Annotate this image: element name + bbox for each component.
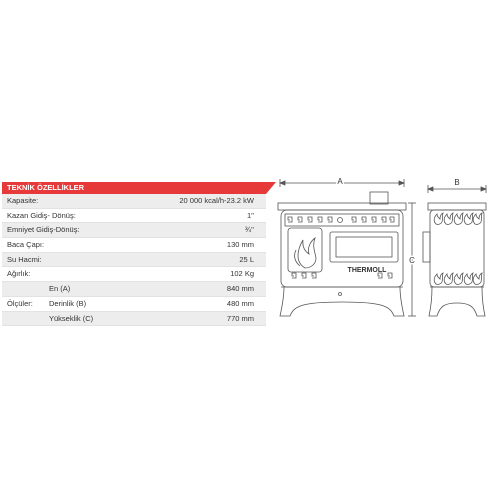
spec-table-header: TEKNİK ÖZELLİKLER — [2, 182, 266, 194]
spec-value: 102 Kg — [230, 269, 254, 279]
dimension-label-b: B — [454, 178, 460, 187]
spec-label: Derinlik (B) — [49, 298, 87, 308]
spec-value: 770 mm — [226, 313, 254, 323]
spec-value: ¾'' — [244, 225, 254, 235]
spec-label: Ağırlık: — [7, 269, 31, 279]
stove-front-view — [278, 192, 406, 316]
spec-label: Yükseklik (C) — [49, 313, 94, 323]
spec-row-water-volume — [2, 253, 266, 268]
brand-logo-text: THERMOLL — [347, 267, 387, 274]
dimensions-label: Ölçüler: — [7, 298, 33, 308]
spec-row-flow-return — [2, 209, 266, 224]
spec-label: Emniyet Gidiş-Dönüş: — [7, 225, 80, 235]
dimension-label-a: A — [337, 177, 343, 186]
spec-value: 130 mm — [226, 240, 254, 250]
spec-row-height — [2, 312, 266, 327]
spec-label: Su Hacmi: — [7, 254, 42, 264]
spec-row-capacity — [2, 194, 266, 209]
stove-technical-drawing — [270, 170, 498, 330]
spec-row-width — [2, 282, 266, 297]
spec-label: Baca Çapı: — [7, 240, 45, 250]
spec-row-weight — [2, 267, 266, 282]
spec-value: 480 mm — [226, 298, 254, 308]
spec-label: Kazan Gidiş- Dönüş: — [7, 210, 76, 220]
spec-row-safety-flow — [2, 223, 266, 238]
stove-side-view — [423, 203, 486, 316]
spec-row-depth — [2, 297, 266, 312]
spec-value: 20 000 kcal/h-23.2 kW — [179, 196, 254, 205]
spec-table — [2, 182, 266, 326]
dimension-label-c: C — [409, 256, 415, 265]
spec-label: Kapasite: — [7, 196, 39, 205]
spec-value: 25 L — [239, 254, 254, 264]
spec-label: En (A) — [49, 284, 71, 294]
spec-value: 1'' — [246, 210, 254, 220]
spec-row-flue-diameter — [2, 238, 266, 253]
spec-value: 840 mm — [226, 284, 254, 294]
